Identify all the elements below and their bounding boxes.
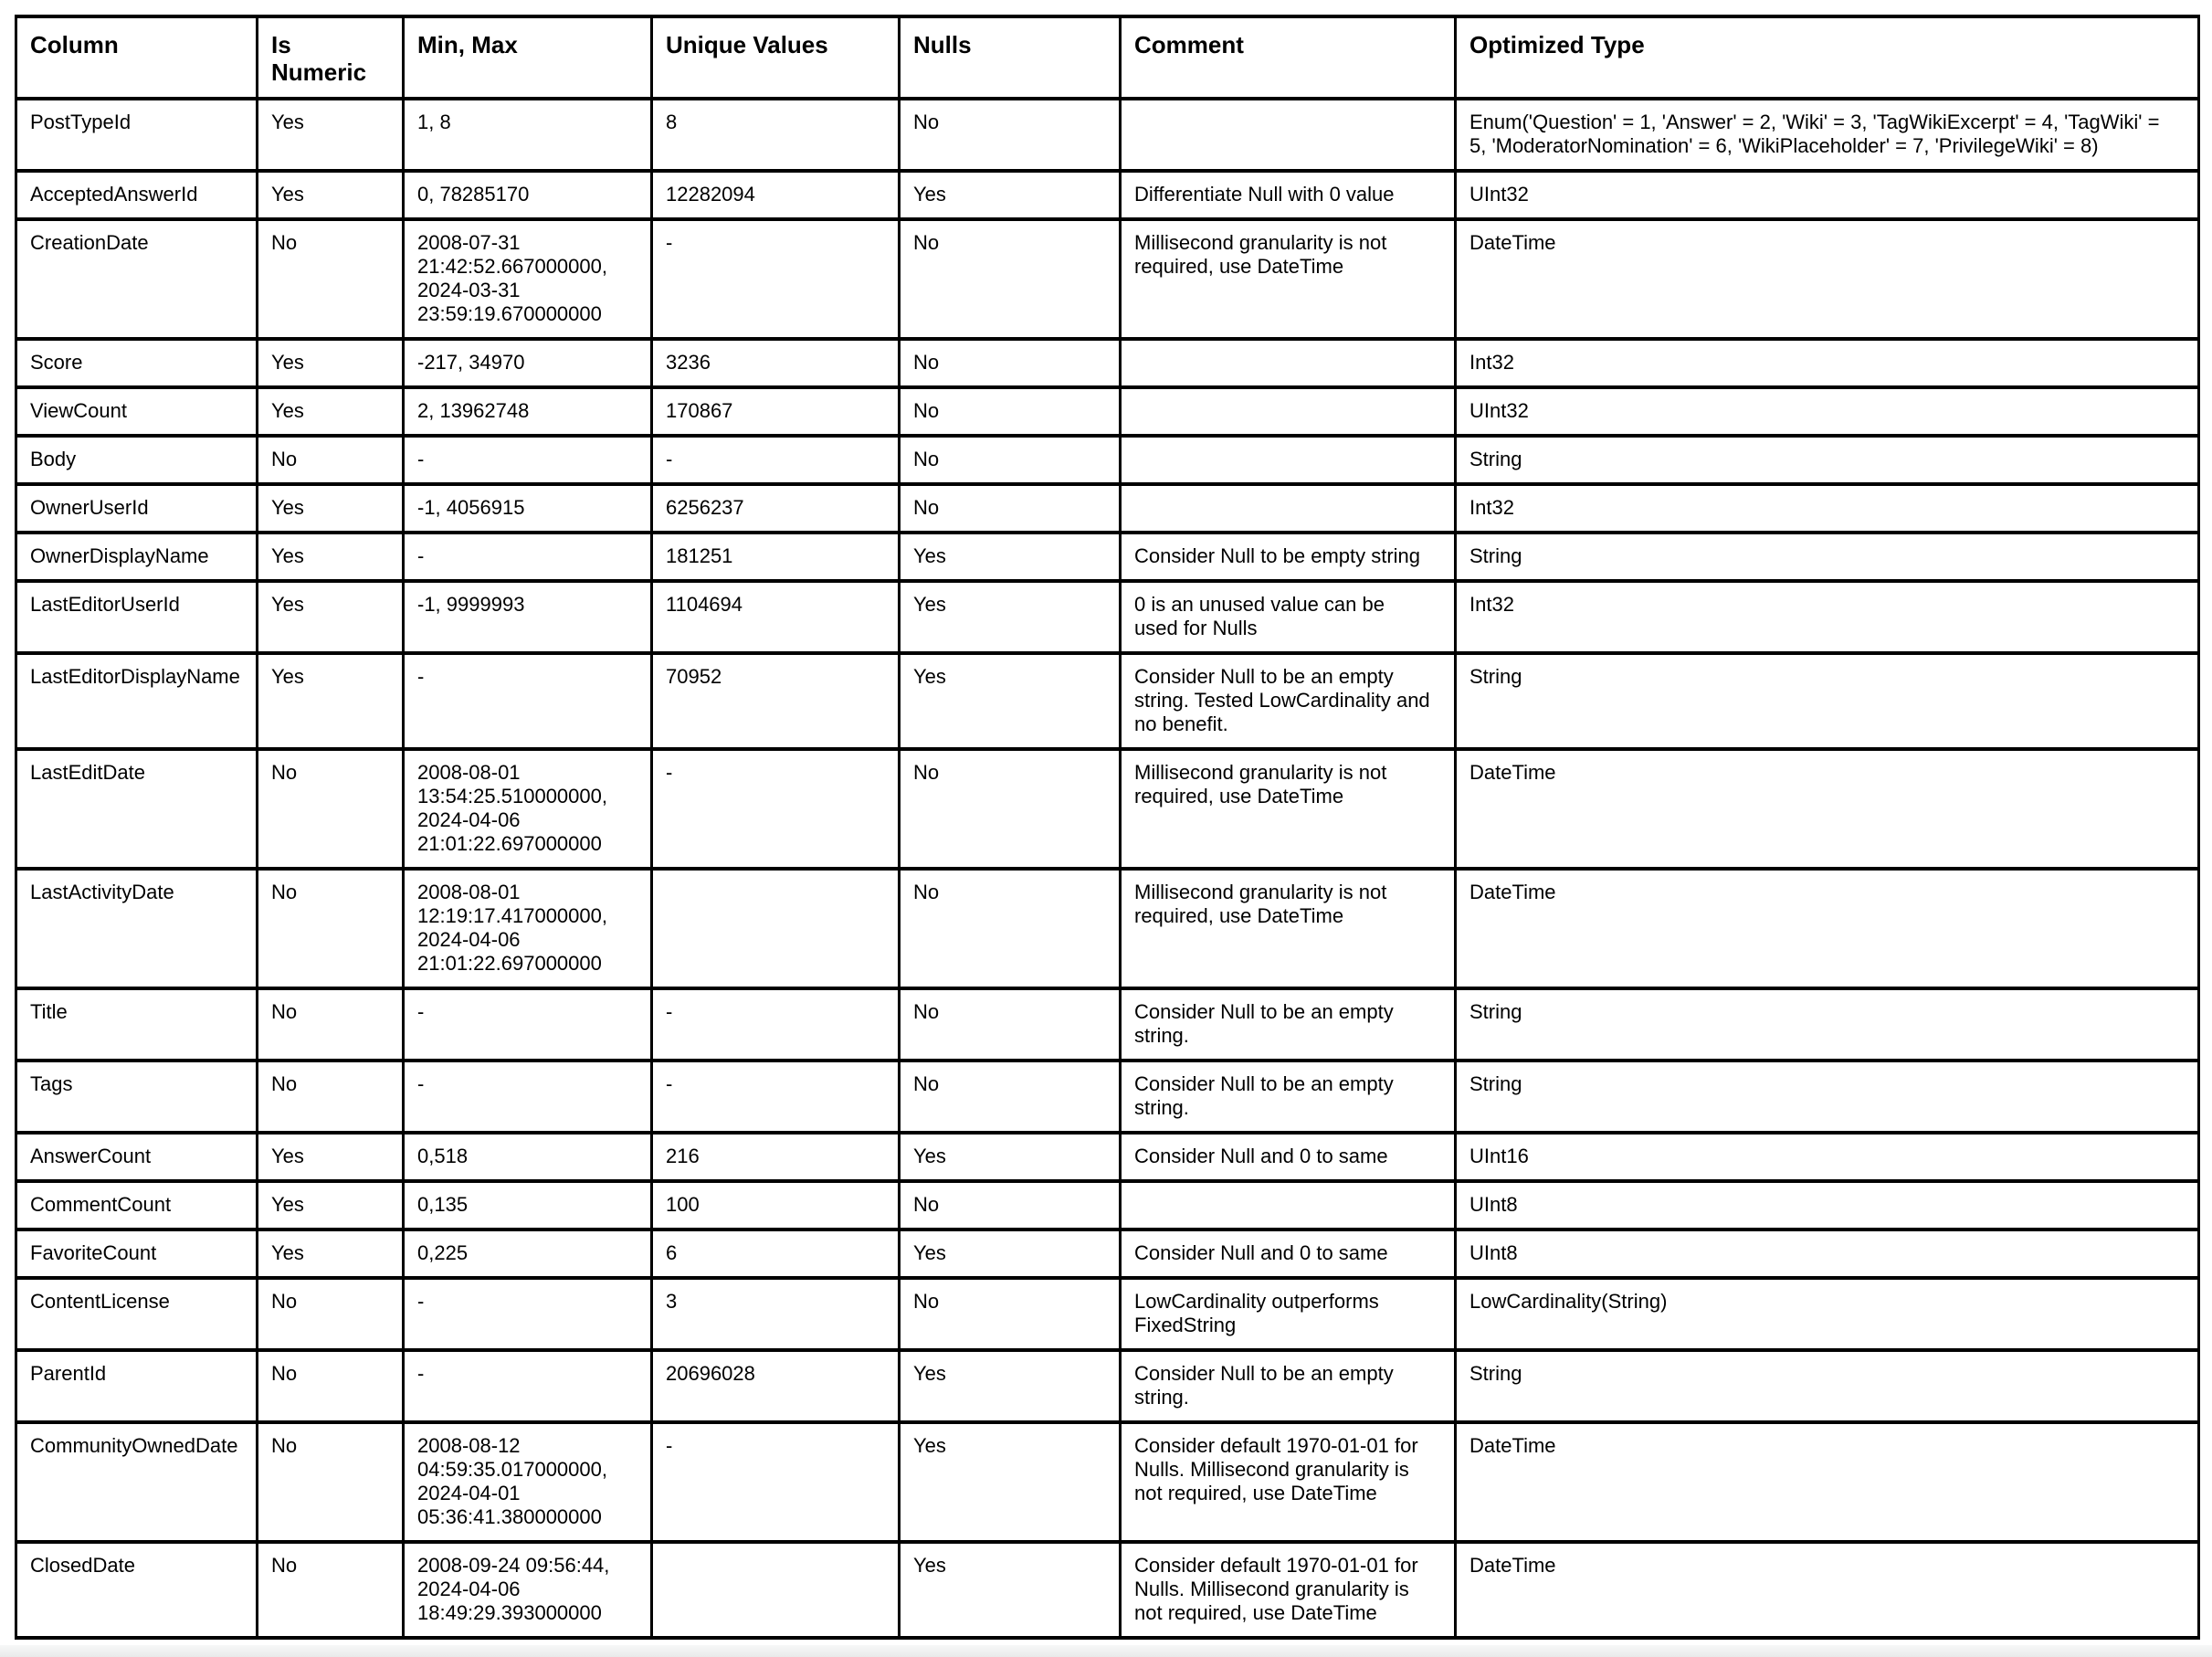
cell-column: LastEditDate xyxy=(16,749,258,869)
cell-unique_values: 6 xyxy=(652,1230,900,1278)
cell-column: LastEditorUserId xyxy=(16,581,258,653)
cell-is_numeric: Yes xyxy=(258,387,404,436)
cell-is_numeric: Yes xyxy=(258,1133,404,1181)
cell-comment: Consider Null and 0 to same xyxy=(1121,1230,1456,1278)
cell-is_numeric: No xyxy=(258,988,404,1061)
cell-is_numeric: Yes xyxy=(258,1230,404,1278)
cell-unique_values: 100 xyxy=(652,1181,900,1230)
cell-optimized_type: DateTime xyxy=(1456,1422,2199,1542)
cell-min_max: 0, 78285170 xyxy=(404,171,652,219)
cell-column: Tags xyxy=(16,1061,258,1133)
cell-min_max: - xyxy=(404,653,652,749)
cell-optimized_type: String xyxy=(1456,653,2199,749)
cell-unique_values: - xyxy=(652,1422,900,1542)
cell-min_max: 2008-07-31 21:42:52.667000000, 2024-03-31 23:59:19.670000000 xyxy=(404,219,652,339)
cell-is_numeric: Yes xyxy=(258,484,404,533)
cell-comment: Consider Null to be an empty string. Tested LowCardinality and no benefit. xyxy=(1121,653,1456,749)
table-body xyxy=(16,99,2199,1638)
cell-comment: Differentiate Null with 0 value xyxy=(1121,171,1456,219)
table-row xyxy=(16,1542,2199,1638)
cell-unique_values: - xyxy=(652,1061,900,1133)
cell-is_numeric: No xyxy=(258,1542,404,1638)
cell-optimized_type: UInt32 xyxy=(1456,387,2199,436)
cell-is_numeric: Yes xyxy=(258,533,404,581)
cell-comment: Consider Null to be an empty string. xyxy=(1121,1350,1456,1422)
cell-nulls: No xyxy=(900,749,1121,869)
table-row xyxy=(16,99,2199,171)
cell-comment: Consider Null to be an empty string. xyxy=(1121,1061,1456,1133)
cell-is_numeric: No xyxy=(258,1422,404,1542)
cell-min_max: - xyxy=(404,1061,652,1133)
cell-optimized_type: Enum('Question' = 1, 'Answer' = 2, 'Wiki' = 3, 'TagWikiExcerpt' = 4, 'TagWiki' = 5, 'ModeratorNomination' = 6, 'WikiPlaceholder' = 7, 'PrivilegeWiki' = 8) xyxy=(1456,99,2199,171)
cell-optimized_type: String xyxy=(1456,988,2199,1061)
table-row xyxy=(16,1230,2199,1278)
cell-nulls: No xyxy=(900,436,1121,484)
cell-optimized_type: DateTime xyxy=(1456,869,2199,988)
cell-optimized_type: DateTime xyxy=(1456,749,2199,869)
cell-unique_values: - xyxy=(652,749,900,869)
cell-unique_values: 1104694 xyxy=(652,581,900,653)
cell-min_max: 0,518 xyxy=(404,1133,652,1181)
cell-column: OwnerDisplayName xyxy=(16,533,258,581)
table-row xyxy=(16,1181,2199,1230)
cell-comment: Millisecond granularity is not required, use DateTime xyxy=(1121,219,1456,339)
cell-column: AcceptedAnswerId xyxy=(16,171,258,219)
cell-is_numeric: No xyxy=(258,219,404,339)
cell-nulls: No xyxy=(900,1181,1121,1230)
cell-comment xyxy=(1121,484,1456,533)
table-row xyxy=(16,1350,2199,1422)
cell-column: CommentCount xyxy=(16,1181,258,1230)
cell-min_max: -1, 9999993 xyxy=(404,581,652,653)
table-row xyxy=(16,1061,2199,1133)
table-row xyxy=(16,219,2199,339)
cell-comment: Consider Null and 0 to same xyxy=(1121,1133,1456,1181)
cell-nulls: Yes xyxy=(900,1422,1121,1542)
cell-optimized_type: DateTime xyxy=(1456,219,2199,339)
cell-is_numeric: No xyxy=(258,1350,404,1422)
cell-nulls: Yes xyxy=(900,1230,1121,1278)
cell-column: OwnerUserId xyxy=(16,484,258,533)
cell-column: Score xyxy=(16,339,258,387)
column-header-nulls: Nulls xyxy=(900,16,1121,99)
cell-min_max: - xyxy=(404,988,652,1061)
table-row xyxy=(16,387,2199,436)
column-header-min_max: Min, Max xyxy=(404,16,652,99)
cell-column: ParentId xyxy=(16,1350,258,1422)
cell-unique_values: 170867 xyxy=(652,387,900,436)
cell-comment: Consider Null to be empty string xyxy=(1121,533,1456,581)
cell-is_numeric: Yes xyxy=(258,99,404,171)
cell-comment xyxy=(1121,436,1456,484)
table-row xyxy=(16,1133,2199,1181)
cell-unique_values: - xyxy=(652,988,900,1061)
cell-nulls: No xyxy=(900,1061,1121,1133)
cell-unique_values: 216 xyxy=(652,1133,900,1181)
cell-is_numeric: Yes xyxy=(258,653,404,749)
cell-optimized_type: Int32 xyxy=(1456,339,2199,387)
cell-column: FavoriteCount xyxy=(16,1230,258,1278)
cell-optimized_type: UInt32 xyxy=(1456,171,2199,219)
cell-min_max: - xyxy=(404,436,652,484)
header-row xyxy=(16,16,2199,99)
cell-comment: Millisecond granularity is not required, use DateTime xyxy=(1121,869,1456,988)
cell-is_numeric: No xyxy=(258,1278,404,1350)
cell-nulls: Yes xyxy=(900,533,1121,581)
cell-is_numeric: No xyxy=(258,1061,404,1133)
cell-nulls: Yes xyxy=(900,1133,1121,1181)
cell-is_numeric: Yes xyxy=(258,171,404,219)
cell-nulls: No xyxy=(900,869,1121,988)
cell-is_numeric: Yes xyxy=(258,581,404,653)
cell-optimized_type: DateTime xyxy=(1456,1542,2199,1638)
cell-min_max: 2008-08-12 04:59:35.017000000, 2024-04-01 05:36:41.380000000 xyxy=(404,1422,652,1542)
cell-unique_values: 3236 xyxy=(652,339,900,387)
cell-min_max: 0,225 xyxy=(404,1230,652,1278)
table-row xyxy=(16,869,2199,988)
cell-min_max: -1, 4056915 xyxy=(404,484,652,533)
cell-min_max: 2, 13962748 xyxy=(404,387,652,436)
cell-is_numeric: Yes xyxy=(258,1181,404,1230)
schema-table xyxy=(15,15,2200,1640)
cell-min_max: 2008-08-01 13:54:25.510000000, 2024-04-06 21:01:22.697000000 xyxy=(404,749,652,869)
cell-comment xyxy=(1121,339,1456,387)
cell-column: CreationDate xyxy=(16,219,258,339)
cell-column: ViewCount xyxy=(16,387,258,436)
cell-optimized_type: Int32 xyxy=(1456,484,2199,533)
table-row xyxy=(16,581,2199,653)
cell-min_max: -217, 34970 xyxy=(404,339,652,387)
cell-unique_values xyxy=(652,1542,900,1638)
cell-min_max: 1, 8 xyxy=(404,99,652,171)
cell-optimized_type: String xyxy=(1456,1061,2199,1133)
column-header-column: Column xyxy=(16,16,258,99)
cell-optimized_type: UInt8 xyxy=(1456,1230,2199,1278)
table-row xyxy=(16,436,2199,484)
cell-column: CommunityOwnedDate xyxy=(16,1422,258,1542)
column-header-optimized_type: Optimized Type xyxy=(1456,16,2199,99)
table-row xyxy=(16,749,2199,869)
cell-is_numeric: Yes xyxy=(258,339,404,387)
cell-column: Title xyxy=(16,988,258,1061)
cell-comment: Consider default 1970-01-01 for Nulls. Millisecond granularity is not required, use DateTime xyxy=(1121,1422,1456,1542)
cell-nulls: No xyxy=(900,387,1121,436)
cell-optimized_type: String xyxy=(1456,533,2199,581)
cell-optimized_type: String xyxy=(1456,1350,2199,1422)
cell-is_numeric: No xyxy=(258,749,404,869)
cell-comment xyxy=(1121,387,1456,436)
column-header-comment: Comment xyxy=(1121,16,1456,99)
cell-min_max: 2008-08-01 12:19:17.417000000, 2024-04-06 21:01:22.697000000 xyxy=(404,869,652,988)
table-row xyxy=(16,1278,2199,1350)
table-row xyxy=(16,484,2199,533)
cell-min_max: 2008-09-24 09:56:44, 2024-04-06 18:49:29.393000000 xyxy=(404,1542,652,1638)
cell-optimized_type: Int32 xyxy=(1456,581,2199,653)
cell-column: ClosedDate xyxy=(16,1542,258,1638)
cell-comment: Millisecond granularity is not required, use DateTime xyxy=(1121,749,1456,869)
cell-nulls: No xyxy=(900,988,1121,1061)
cell-is_numeric: No xyxy=(258,436,404,484)
cell-nulls: Yes xyxy=(900,1350,1121,1422)
cell-column: ContentLicense xyxy=(16,1278,258,1350)
cell-unique_values: 12282094 xyxy=(652,171,900,219)
cell-unique_values: 181251 xyxy=(652,533,900,581)
cell-unique_values: 6256237 xyxy=(652,484,900,533)
cell-unique_values xyxy=(652,869,900,988)
column-header-unique_values: Unique Values xyxy=(652,16,900,99)
cell-unique_values: 70952 xyxy=(652,653,900,749)
table-row xyxy=(16,533,2199,581)
cell-unique_values: - xyxy=(652,219,900,339)
cell-nulls: No xyxy=(900,1278,1121,1350)
cell-nulls: Yes xyxy=(900,1542,1121,1638)
cell-column: LastActivityDate xyxy=(16,869,258,988)
cell-unique_values: 3 xyxy=(652,1278,900,1350)
cell-unique_values: - xyxy=(652,436,900,484)
cell-nulls: No xyxy=(900,339,1121,387)
cell-min_max: 0,135 xyxy=(404,1181,652,1230)
cell-comment: LowCardinality outperforms FixedString xyxy=(1121,1278,1456,1350)
cell-comment: Consider default 1970-01-01 for Nulls. Millisecond granularity is not required, use DateTime xyxy=(1121,1542,1456,1638)
cell-column: Body xyxy=(16,436,258,484)
table-row xyxy=(16,653,2199,749)
column-header-is_numeric: Is Numeric xyxy=(258,16,404,99)
cell-nulls: No xyxy=(900,219,1121,339)
page-bottom-fade xyxy=(0,1645,2212,1657)
cell-nulls: Yes xyxy=(900,581,1121,653)
cell-column: LastEditorDisplayName xyxy=(16,653,258,749)
cell-nulls: Yes xyxy=(900,653,1121,749)
cell-optimized_type: UInt8 xyxy=(1456,1181,2199,1230)
cell-is_numeric: No xyxy=(258,869,404,988)
table-row xyxy=(16,171,2199,219)
cell-unique_values: 8 xyxy=(652,99,900,171)
cell-optimized_type: UInt16 xyxy=(1456,1133,2199,1181)
cell-min_max: - xyxy=(404,1278,652,1350)
cell-optimized_type: String xyxy=(1456,436,2199,484)
cell-column: AnswerCount xyxy=(16,1133,258,1181)
cell-comment xyxy=(1121,1181,1456,1230)
cell-nulls: Yes xyxy=(900,171,1121,219)
cell-nulls: No xyxy=(900,484,1121,533)
cell-optimized_type: LowCardinality(String) xyxy=(1456,1278,2199,1350)
cell-min_max: - xyxy=(404,1350,652,1422)
cell-min_max: - xyxy=(404,533,652,581)
table-row xyxy=(16,1422,2199,1542)
cell-comment: Consider Null to be an empty string. xyxy=(1121,988,1456,1061)
cell-comment xyxy=(1121,99,1456,171)
cell-column: PostTypeId xyxy=(16,99,258,171)
table-row xyxy=(16,339,2199,387)
cell-comment: 0 is an unused value can be used for Nulls xyxy=(1121,581,1456,653)
cell-nulls: No xyxy=(900,99,1121,171)
table-row xyxy=(16,988,2199,1061)
cell-unique_values: 20696028 xyxy=(652,1350,900,1422)
